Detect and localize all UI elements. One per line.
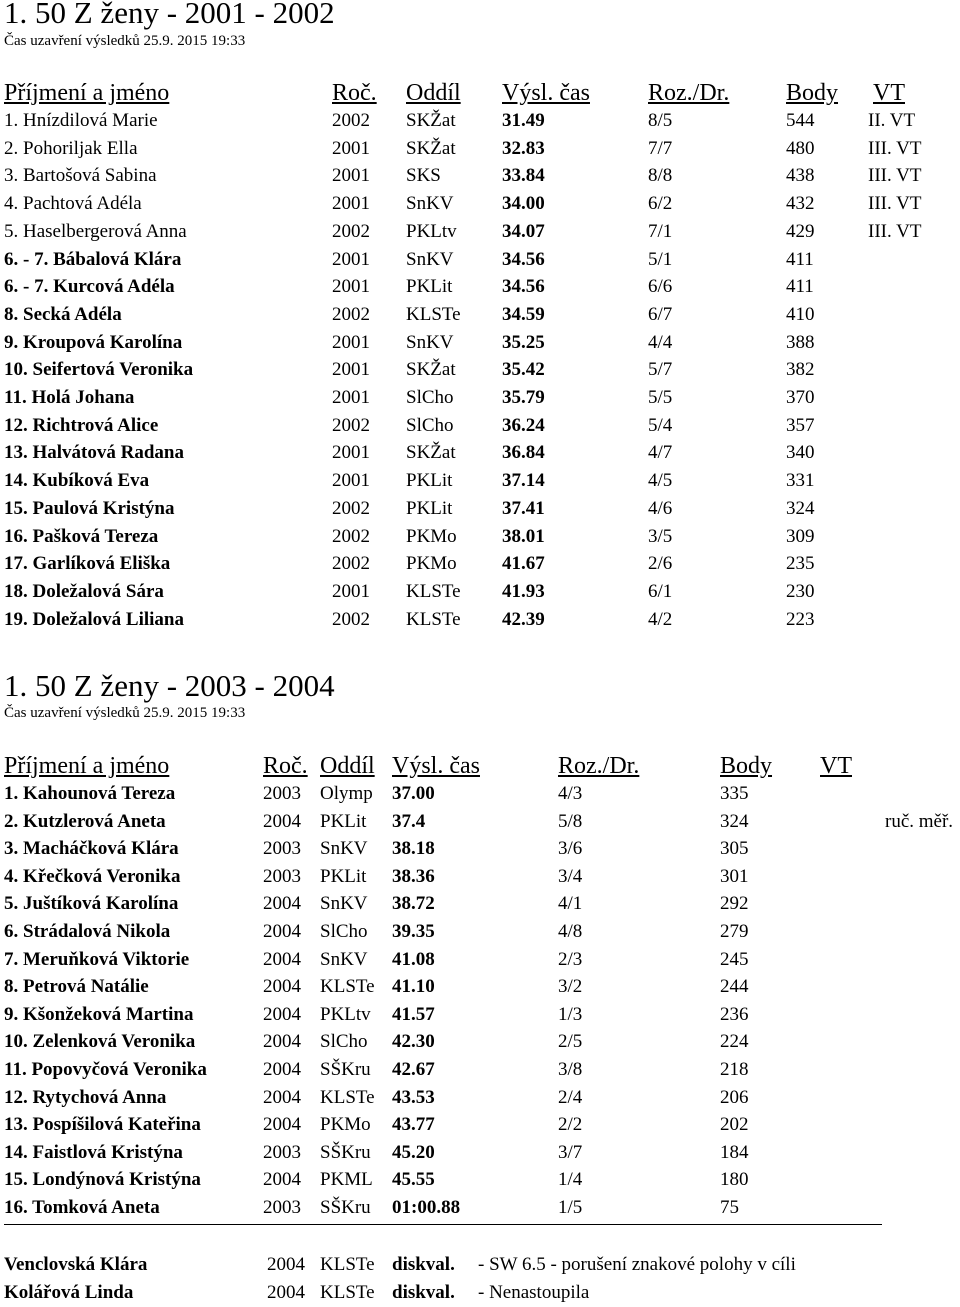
- reaction: 3/7: [558, 1142, 583, 1163]
- reaction: 5/7: [648, 359, 673, 380]
- points: 236: [720, 1004, 749, 1025]
- points: 429: [786, 221, 815, 242]
- result-time: 41.57: [392, 1004, 435, 1025]
- birth-year: 2001: [332, 442, 370, 463]
- result-time: 34.56: [502, 276, 545, 297]
- birth-year: 2002: [332, 304, 370, 325]
- header-year: Roč.: [332, 80, 377, 106]
- reaction: 3/4: [558, 866, 583, 887]
- reaction: 3/5: [648, 526, 673, 547]
- club: PKMo: [320, 1114, 371, 1135]
- club: KLSTe: [320, 1254, 375, 1275]
- points: 305: [720, 838, 749, 859]
- result-time: 33.84: [502, 165, 545, 186]
- table-row: [0, 1195, 960, 1221]
- birth-year: 2001: [332, 359, 370, 380]
- table-row: [0, 496, 960, 522]
- points: 224: [720, 1031, 749, 1052]
- birth-year: 2001: [332, 165, 370, 186]
- result-time: 45.20: [392, 1142, 435, 1163]
- birth-year: 2004: [263, 1031, 301, 1052]
- reaction: 4/8: [558, 921, 583, 942]
- athlete-name: 17. Garlíková Eliška: [4, 553, 171, 574]
- result-time: 43.53: [392, 1087, 435, 1108]
- points: 324: [786, 498, 815, 519]
- club: PKLit: [406, 498, 453, 519]
- table-row: [0, 440, 960, 466]
- birth-year: 2002: [332, 110, 370, 131]
- birth-year: 2001: [332, 581, 370, 602]
- header-time: Výsl. čas: [502, 80, 590, 106]
- reaction: 5/8: [558, 811, 583, 832]
- reaction: 4/6: [648, 498, 673, 519]
- points: 335: [720, 783, 749, 804]
- reaction: 2/6: [648, 553, 673, 574]
- club: SnKV: [320, 893, 368, 914]
- club: PKML: [320, 1169, 373, 1190]
- athlete-name: 16. Tomková Aneta: [4, 1197, 160, 1218]
- club: SlCho: [406, 387, 454, 408]
- reaction: 5/4: [648, 415, 673, 436]
- table-row: [0, 219, 960, 245]
- birth-year: 2003: [263, 838, 301, 859]
- points: 544: [786, 110, 815, 131]
- result-time: 45.55: [392, 1169, 435, 1190]
- club: PKMo: [406, 526, 457, 547]
- athlete-name: 1. Hnízdilová Marie: [4, 110, 158, 131]
- reaction: 6/1: [648, 581, 673, 602]
- athlete-name: 4. Křečková Veronika: [4, 866, 181, 887]
- result-time: 39.35: [392, 921, 435, 942]
- points: 357: [786, 415, 815, 436]
- reaction: 4/7: [648, 442, 673, 463]
- result-time: 42.39: [502, 609, 545, 630]
- table-row: [0, 891, 960, 917]
- birth-year: 2001: [332, 387, 370, 408]
- result-time: 41.08: [392, 949, 435, 970]
- table-row: [0, 136, 960, 162]
- club: SlCho: [406, 415, 454, 436]
- points: 218: [720, 1059, 749, 1080]
- birth-year: 2004: [263, 893, 301, 914]
- club: PKLit: [406, 276, 453, 297]
- table-row: [0, 468, 960, 494]
- reaction: 1/4: [558, 1169, 583, 1190]
- club: SlCho: [320, 1031, 368, 1052]
- club: PKLtv: [406, 221, 457, 242]
- header-reaction: Roz./Dr.: [558, 753, 640, 779]
- points: 230: [786, 581, 815, 602]
- table-row: [0, 551, 960, 577]
- reaction: 8/8: [648, 165, 673, 186]
- table-row: [0, 524, 960, 550]
- club: PKLit: [320, 811, 367, 832]
- result-time: 36.84: [502, 442, 545, 463]
- birth-year: 2002: [332, 498, 370, 519]
- club: PKLit: [320, 866, 367, 887]
- header-year: Roč.: [263, 753, 308, 779]
- table-row: [0, 302, 960, 328]
- table-row: [0, 385, 960, 411]
- birth-year: 2003: [263, 1142, 301, 1163]
- athlete-name: 12. Richtrová Alice: [4, 415, 159, 436]
- points: 292: [720, 893, 749, 914]
- birth-year: 2002: [332, 415, 370, 436]
- dq-status: diskval.: [392, 1282, 455, 1303]
- points: 244: [720, 976, 749, 997]
- reaction: 6/6: [648, 276, 673, 297]
- birth-year: 2004: [263, 921, 301, 942]
- club: SlCho: [320, 921, 368, 942]
- athlete-name: 16. Pašková Tereza: [4, 526, 159, 547]
- dq-status: diskval.: [392, 1254, 455, 1275]
- points: 370: [786, 387, 815, 408]
- athlete-name: 4. Pachtová Adéla: [4, 193, 142, 214]
- result-time: 37.4: [392, 811, 426, 832]
- birth-year: 2004: [263, 1059, 301, 1080]
- athlete-name: 2. Pohoriljak Ella: [4, 138, 138, 159]
- birth-year: 2001: [332, 249, 370, 270]
- club: SnKV: [320, 838, 368, 859]
- result-time: 38.72: [392, 893, 435, 914]
- result-time: 37.41: [502, 498, 545, 519]
- birth-year: 2002: [332, 609, 370, 630]
- athlete-name: 13. Halvátová Radana: [4, 442, 184, 463]
- birth-year: 2004: [267, 1254, 305, 1275]
- points: 432: [786, 193, 815, 214]
- disqualified-row: [0, 1252, 960, 1278]
- club: KLSTe: [320, 1282, 375, 1303]
- reaction: 5/5: [648, 387, 673, 408]
- athlete-name: 5. Juštíková Karolína: [4, 893, 179, 914]
- reaction: 4/3: [558, 783, 583, 804]
- reaction: 4/2: [648, 609, 673, 630]
- points: 235: [786, 553, 815, 574]
- athlete-name: 15. Londýnová Kristýna: [4, 1169, 201, 1190]
- club: SŠKru: [320, 1197, 371, 1218]
- table-row: [0, 163, 960, 189]
- points: 411: [786, 249, 814, 270]
- table-row: [0, 108, 960, 134]
- athlete-name: 12. Rytychová Anna: [4, 1087, 167, 1108]
- table-row: [0, 947, 960, 973]
- athlete-name: 2. Kutzlerová Aneta: [4, 811, 166, 832]
- birth-year: 2001: [332, 193, 370, 214]
- birth-year: 2004: [263, 976, 301, 997]
- points: 180: [720, 1169, 749, 1190]
- header-class: VT: [820, 753, 852, 779]
- birth-year: 2002: [332, 553, 370, 574]
- club: SnKV: [406, 249, 454, 270]
- points: 206: [720, 1087, 749, 1108]
- header-club: Oddíl: [320, 753, 375, 779]
- athlete-name: 14. Kubíková Eva: [4, 470, 150, 491]
- reaction: 2/5: [558, 1031, 583, 1052]
- athlete-name: 5. Haselbergerová Anna: [4, 221, 187, 242]
- table-row: [0, 1029, 960, 1055]
- result-time: 35.42: [502, 359, 545, 380]
- reaction: 1/3: [558, 1004, 583, 1025]
- points: 331: [786, 470, 815, 491]
- club: PKLit: [406, 470, 453, 491]
- athlete-name: 14. Faistlová Kristýna: [4, 1142, 183, 1163]
- club: SKŽat: [406, 359, 456, 380]
- result-time: 34.00: [502, 193, 545, 214]
- athlete-name: 10. Zelenková Veronika: [4, 1031, 196, 1052]
- athlete-name: 13. Pospíšilová Kateřina: [4, 1114, 201, 1135]
- table-row: [0, 191, 960, 217]
- birth-year: 2004: [263, 1169, 301, 1190]
- athlete-name: 19. Doležalová Liliana: [4, 609, 184, 630]
- result-time: 36.24: [502, 415, 545, 436]
- dq-reason: - Nenastoupila: [478, 1282, 590, 1303]
- header-club: Oddíl: [406, 80, 461, 106]
- result-time: 41.93: [502, 581, 545, 602]
- section1-header-row: [0, 79, 960, 107]
- dq-reason: - SW 6.5 - porušení znakové polohy v cíli: [478, 1254, 796, 1275]
- result-time: 38.36: [392, 866, 435, 887]
- athlete-name: 11. Popovyčová Veronika: [4, 1059, 207, 1080]
- club: SŠKru: [320, 1059, 371, 1080]
- club: SnKV: [406, 193, 454, 214]
- reaction: 8/5: [648, 110, 673, 131]
- reaction: 7/7: [648, 138, 673, 159]
- points: 382: [786, 359, 815, 380]
- athlete-name: 10. Seifertová Veronika: [4, 359, 194, 380]
- birth-year: 2003: [263, 1197, 301, 1218]
- athlete-name: 6. - 7. Kurcová Adéla: [4, 276, 175, 297]
- result-time: 37.00: [392, 783, 435, 804]
- table-row: [0, 607, 960, 633]
- birth-year: 2001: [332, 332, 370, 353]
- table-row: [0, 1002, 960, 1028]
- result-time: 43.77: [392, 1114, 435, 1135]
- athlete-name: 6. - 7. Bábalová Klára: [4, 249, 182, 270]
- divider: [4, 1224, 882, 1225]
- result-time: 35.79: [502, 387, 545, 408]
- points: 480: [786, 138, 815, 159]
- club: SnKV: [406, 332, 454, 353]
- result-time: 38.18: [392, 838, 435, 859]
- birth-year: 2004: [263, 949, 301, 970]
- result-time: 38.01: [502, 526, 545, 547]
- points: 223: [786, 609, 815, 630]
- header-reaction: Roz./Dr.: [648, 80, 730, 106]
- points: 309: [786, 526, 815, 547]
- header-points: Body: [786, 80, 839, 106]
- performance-class: III. VT: [868, 193, 922, 214]
- table-row: [0, 247, 960, 273]
- table-row: [0, 330, 960, 356]
- points: 184: [720, 1142, 749, 1163]
- reaction: 1/5: [558, 1197, 583, 1218]
- reaction: 6/2: [648, 193, 673, 214]
- result-time: 41.10: [392, 976, 435, 997]
- header-name: Příjmení a jméno: [4, 80, 170, 106]
- birth-year: 2003: [263, 866, 301, 887]
- points: 410: [786, 304, 815, 325]
- birth-year: 2001: [332, 138, 370, 159]
- birth-year: 2004: [263, 1087, 301, 1108]
- table-row: [0, 1112, 960, 1138]
- header-name: Příjmení a jméno: [4, 753, 170, 779]
- performance-class: II. VT: [868, 110, 916, 131]
- points: 202: [720, 1114, 749, 1135]
- athlete-name: 11. Holá Johana: [4, 387, 135, 408]
- club: SKŽat: [406, 138, 456, 159]
- athlete-name: Venclovská Klára: [4, 1254, 148, 1275]
- table-row: [0, 809, 960, 835]
- table-row: [0, 974, 960, 1000]
- performance-class: III. VT: [868, 221, 922, 242]
- table-row: [0, 781, 960, 807]
- athlete-name: 15. Paulová Kristýna: [4, 498, 175, 519]
- disqualified-row: [0, 1280, 960, 1306]
- club: KLSTe: [406, 304, 461, 325]
- reaction: 4/1: [558, 893, 583, 914]
- table-row: [0, 1167, 960, 1193]
- birth-year: 2004: [263, 811, 301, 832]
- header-class: VT: [873, 80, 905, 106]
- section2-closing-time: Čas uzavření výsledků 25.9. 2015 19:33: [4, 705, 246, 721]
- table-row: [0, 357, 960, 383]
- club: SKS: [406, 165, 441, 186]
- athlete-name: 6. Strádalová Nikola: [4, 921, 171, 942]
- result-time: 31.49: [502, 110, 545, 131]
- table-row: [0, 274, 960, 300]
- reaction: 5/1: [648, 249, 673, 270]
- birth-year: 2003: [263, 783, 301, 804]
- reaction: 2/4: [558, 1087, 583, 1108]
- reaction: 3/6: [558, 838, 583, 859]
- points: 245: [720, 949, 749, 970]
- athlete-name: 8. Secká Adéla: [4, 304, 122, 325]
- header-time: Výsl. čas: [392, 753, 480, 779]
- points: 301: [720, 866, 749, 887]
- result-time: 34.56: [502, 249, 545, 270]
- table-row: [0, 1140, 960, 1166]
- athlete-name: 3. Macháčková Klára: [4, 838, 179, 859]
- result-time: 34.07: [502, 221, 545, 242]
- section2-header-row: [0, 752, 960, 780]
- reaction: 4/4: [648, 332, 673, 353]
- club: KLSTe: [406, 581, 461, 602]
- performance-class: III. VT: [868, 165, 922, 186]
- reaction: 7/1: [648, 221, 673, 242]
- athlete-name: 7. Meruňková Viktorie: [4, 949, 190, 970]
- reaction: 4/5: [648, 470, 673, 491]
- athlete-name: 9. Kšonžeková Martina: [4, 1004, 194, 1025]
- athlete-name: 3. Bartošová Sabina: [4, 165, 157, 186]
- result-time: 37.14: [502, 470, 545, 491]
- result-time: 32.83: [502, 138, 545, 159]
- section2-title: 1. 50 Z ženy - 2003 - 2004: [4, 668, 335, 703]
- points: 411: [786, 276, 814, 297]
- table-row: [0, 1085, 960, 1111]
- club: SKŽat: [406, 110, 456, 131]
- table-row: [0, 864, 960, 890]
- athlete-name: 9. Kroupová Karolína: [4, 332, 183, 353]
- points: 75: [720, 1197, 739, 1218]
- result-time: 34.59: [502, 304, 545, 325]
- athlete-name: 1. Kahounová Tereza: [4, 783, 176, 804]
- birth-year: 2001: [332, 470, 370, 491]
- birth-year: 2002: [332, 221, 370, 242]
- result-time: 41.67: [502, 553, 545, 574]
- reaction: 3/2: [558, 976, 583, 997]
- club: KLSTe: [320, 1087, 375, 1108]
- header-points: Body: [720, 753, 773, 779]
- table-row: [0, 413, 960, 439]
- section1-title: 1. 50 Z ženy - 2001 - 2002: [4, 0, 335, 30]
- points: 279: [720, 921, 749, 942]
- result-time: 35.25: [502, 332, 545, 353]
- birth-year: 2004: [263, 1004, 301, 1025]
- club: SKŽat: [406, 442, 456, 463]
- timing-note: ruč. měř.: [885, 811, 954, 832]
- club: KLSTe: [406, 609, 461, 630]
- athlete-name: 8. Petrová Natálie: [4, 976, 149, 997]
- points: 324: [720, 811, 749, 832]
- section1-closing-time: Čas uzavření výsledků 25.9. 2015 19:33: [4, 33, 246, 49]
- reaction: 3/8: [558, 1059, 583, 1080]
- club: PKLtv: [320, 1004, 371, 1025]
- table-row: [0, 579, 960, 605]
- result-time: 42.30: [392, 1031, 435, 1052]
- performance-class: III. VT: [868, 138, 922, 159]
- birth-year: 2004: [263, 1114, 301, 1135]
- points: 340: [786, 442, 815, 463]
- reaction: 2/3: [558, 949, 583, 970]
- points: 388: [786, 332, 815, 353]
- table-row: [0, 919, 960, 945]
- birth-year: 2002: [332, 526, 370, 547]
- club: SŠKru: [320, 1142, 371, 1163]
- athlete-name: 18. Doležalová Sára: [4, 581, 164, 602]
- club: PKMo: [406, 553, 457, 574]
- birth-year: 2001: [332, 276, 370, 297]
- birth-year: 2004: [267, 1282, 305, 1303]
- club: SnKV: [320, 949, 368, 970]
- reaction: 6/7: [648, 304, 673, 325]
- result-time: 42.67: [392, 1059, 435, 1080]
- result-time: 01:00.88: [392, 1197, 461, 1218]
- reaction: 2/2: [558, 1114, 583, 1135]
- club: Olymp: [320, 783, 373, 804]
- club: KLSTe: [320, 976, 375, 997]
- athlete-name: Kolářová Linda: [4, 1282, 134, 1303]
- points: 438: [786, 165, 815, 186]
- table-row: [0, 836, 960, 862]
- table-row: [0, 1057, 960, 1083]
